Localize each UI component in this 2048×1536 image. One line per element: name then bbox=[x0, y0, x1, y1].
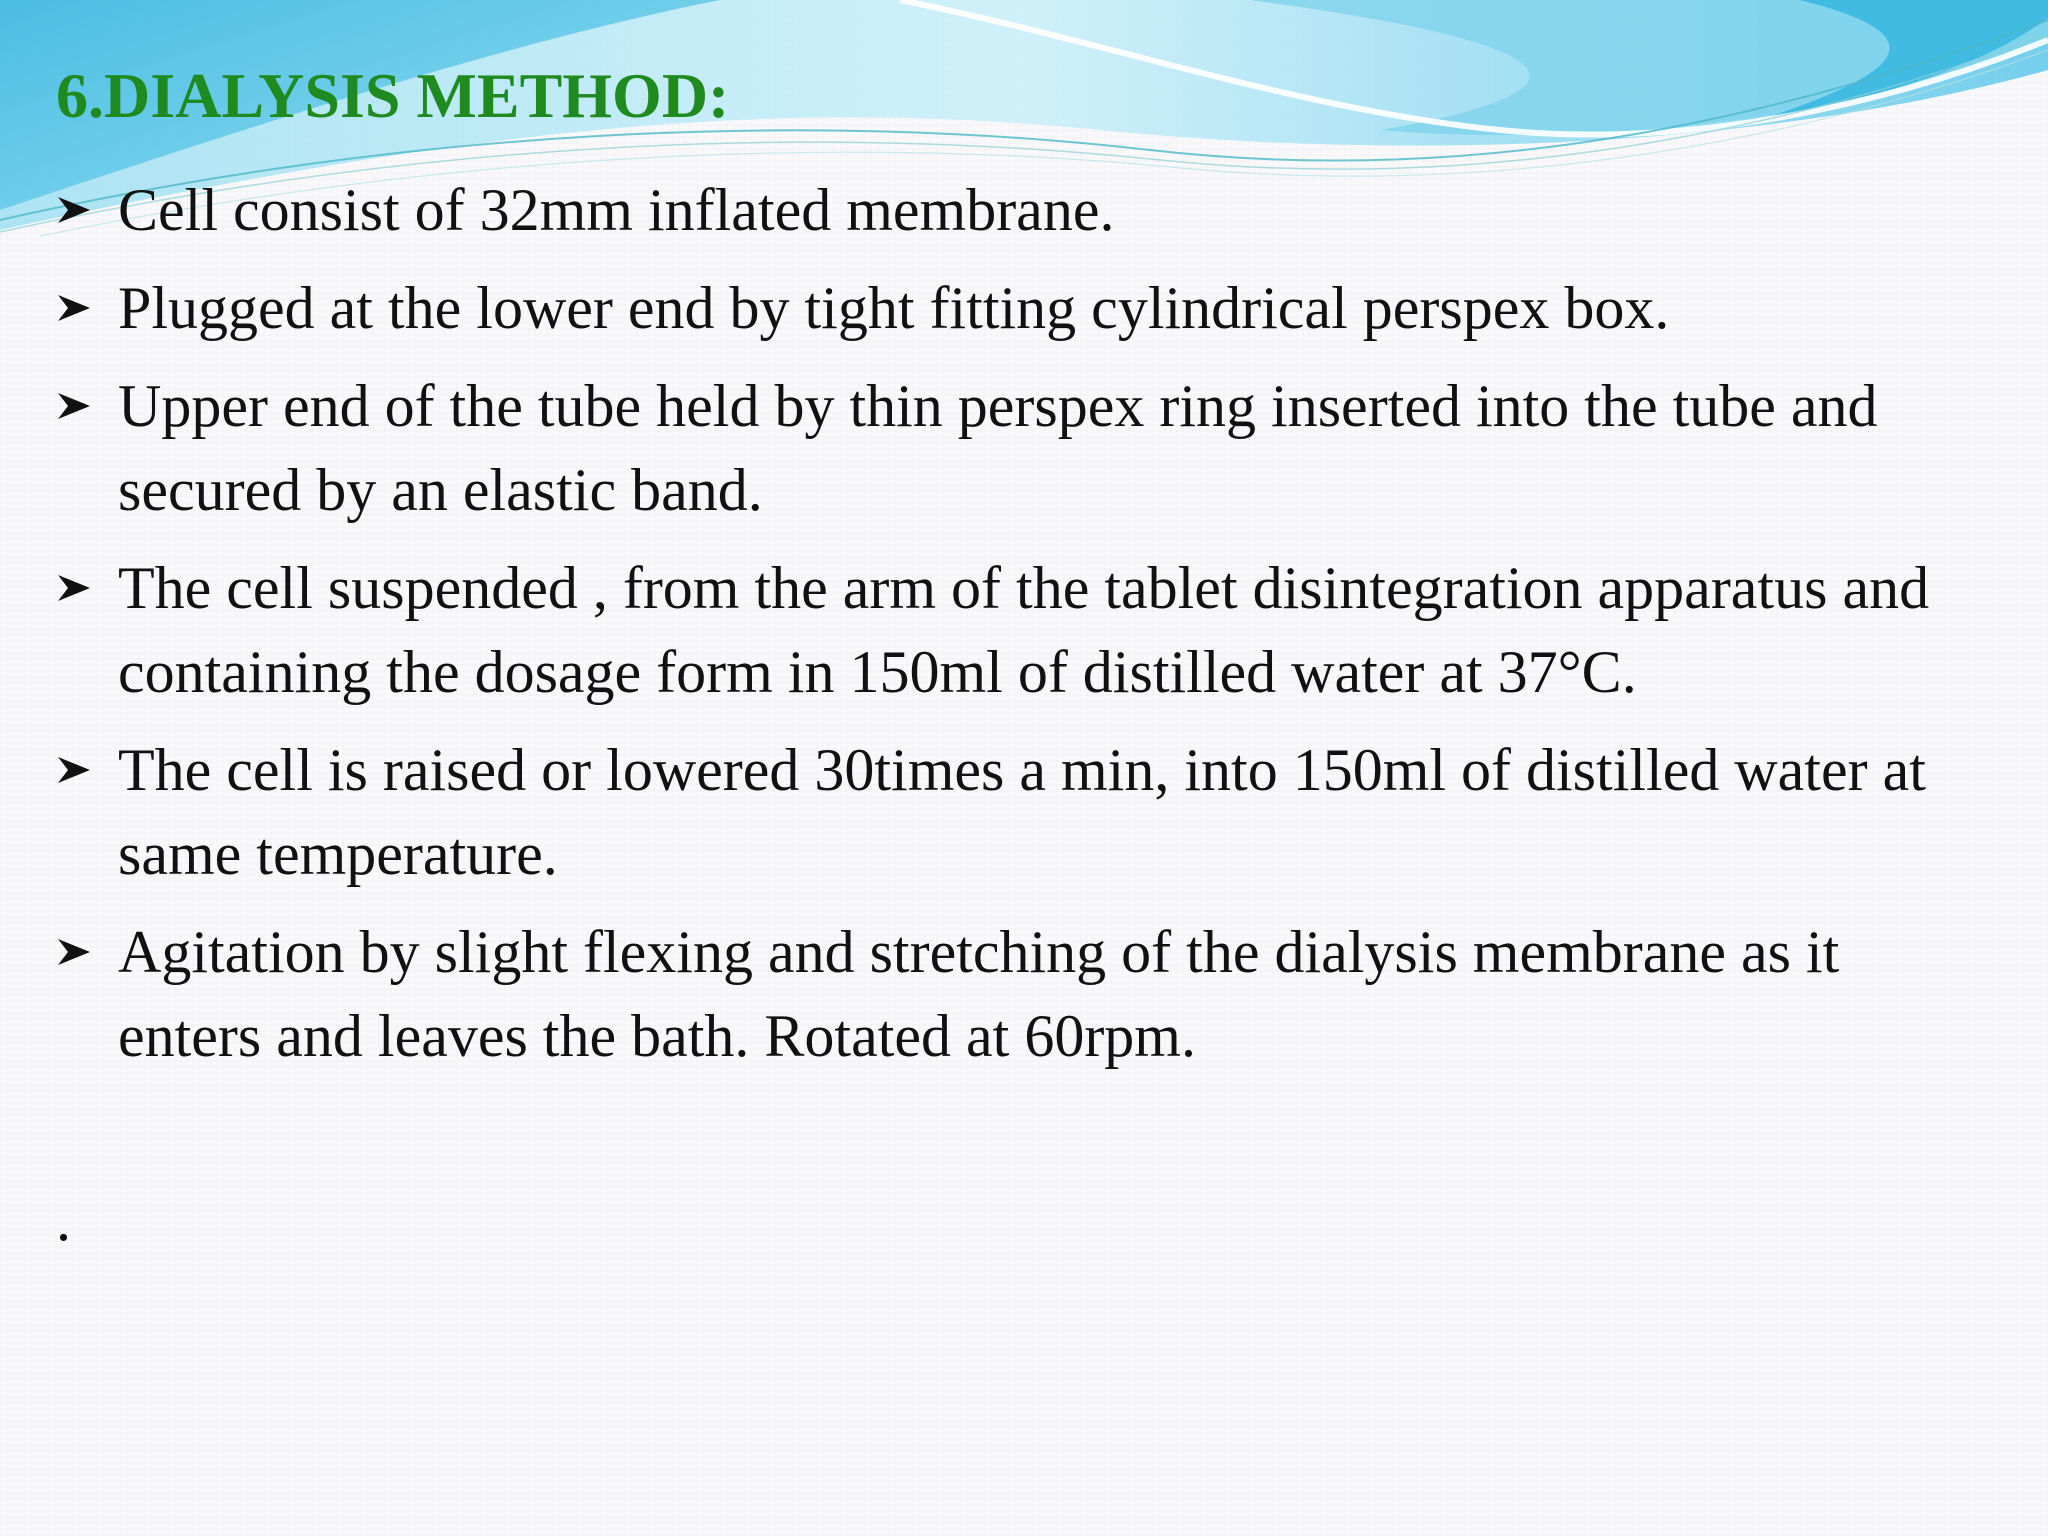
bullet-text: The cell is raised or lowered 30times a min, into 150ml of distilled water at same temperature. bbox=[118, 737, 1926, 887]
bullet-item bbox=[56, 910, 1986, 1078]
arrowhead-bullet-icon bbox=[56, 754, 92, 786]
slide-title: 6.DIALYSIS METHOD: bbox=[56, 60, 730, 131]
arrowhead-bullet-icon bbox=[56, 292, 92, 324]
bullet-text: Upper end of the tube held by thin perspex ring inserted into the tube and secured by an elastic band. bbox=[118, 373, 1878, 523]
bullet-text: Agitation by slight flexing and stretching of the dialysis membrane as it enters and leaves the bath. Rotated at 60rpm. bbox=[118, 919, 1840, 1069]
bullet-item bbox=[56, 364, 1986, 532]
bullet-text: Plugged at the lower end by tight fitting cylindrical perspex box. bbox=[118, 275, 1670, 341]
arrowhead-bullet-icon bbox=[56, 194, 92, 226]
bullet-item bbox=[56, 266, 1986, 350]
bullet-text: The cell suspended , from the arm of the tablet disintegration apparatus and containing the dosage form in 150ml of distilled water at 37°C. bbox=[118, 555, 1930, 705]
bullet-list bbox=[56, 168, 1986, 1092]
arrowhead-bullet-icon bbox=[56, 936, 92, 968]
bullet-text: Cell consist of 32mm inflated membrane. bbox=[118, 177, 1115, 243]
arrowhead-bullet-icon bbox=[56, 572, 92, 604]
bullet-item bbox=[56, 546, 1986, 714]
trailing-dot: . bbox=[56, 1187, 71, 1253]
arrowhead-bullet-icon bbox=[56, 390, 92, 422]
bullet-item bbox=[56, 168, 1986, 252]
bullet-item bbox=[56, 728, 1986, 896]
